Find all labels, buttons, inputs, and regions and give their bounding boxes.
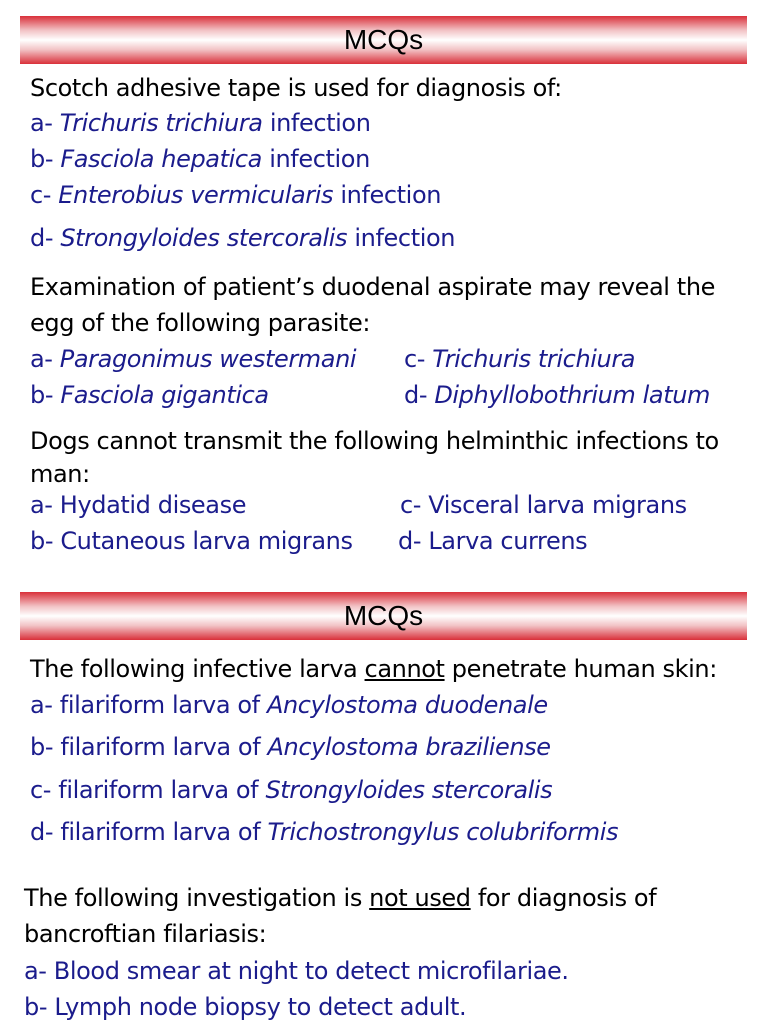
question-2-option-a: a- Paragonimus westermani	[30, 345, 357, 373]
question-1-option-a: a- Trichuris trichiura infection	[30, 109, 371, 137]
section-title-1: MCQs	[343, 24, 424, 55]
question-2-option-b: b- Fasciola gigantica	[30, 381, 269, 409]
question-3-option-b: b- Cutaneous larva migrans	[30, 527, 353, 555]
question-4-option-d: d- filariform larva of Trichostrongylus colubriformis	[30, 818, 619, 846]
section-title-2: MCQs	[343, 600, 424, 631]
question-4-option-c: c- filariform larva of Strongyloides stercoralis	[30, 776, 553, 804]
question-3-option-d: d- Larva currens	[398, 527, 588, 555]
question-2-stem: Examination of patient’s duodenal aspirate may reveal the egg of the following parasite:	[30, 273, 715, 337]
question-3-option-c: c- Visceral larva migrans	[400, 491, 687, 519]
question-4-option-b: b- filariform larva of Ancylostoma braziliense	[30, 733, 551, 761]
question-1-stem: Scotch adhesive tape is used for diagnosis of:	[30, 74, 562, 102]
question-2-option-c: c- Trichuris trichiura	[404, 345, 636, 373]
question-4-option-a: a- filariform larva of Ancylostoma duodenale	[30, 691, 548, 719]
question-4-stem: The following infective larva cannot penetrate human skin:	[30, 655, 717, 683]
question-3-stem: Dogs cannot transmit the following helminthic infections to man:	[30, 427, 719, 488]
question-5-option-a: a- Blood smear at night to detect microfilariae.	[24, 957, 569, 985]
question-5-stem: The following investigation is not used for diagnosis of bancroftian filariasis:	[24, 884, 657, 948]
question-1-option-d: d- Strongyloides stercoralis infection	[30, 224, 456, 252]
question-1-option-c: c- Enterobius vermicularis infection	[30, 181, 442, 209]
question-3-option-a: a- Hydatid disease	[30, 491, 247, 519]
question-5-option-b: b- Lymph node biopsy to detect adult.	[24, 993, 467, 1021]
question-1-option-b: b- Fasciola hepatica infection	[30, 145, 370, 173]
question-2-option-d: d- Diphyllobothrium latum	[404, 381, 711, 409]
